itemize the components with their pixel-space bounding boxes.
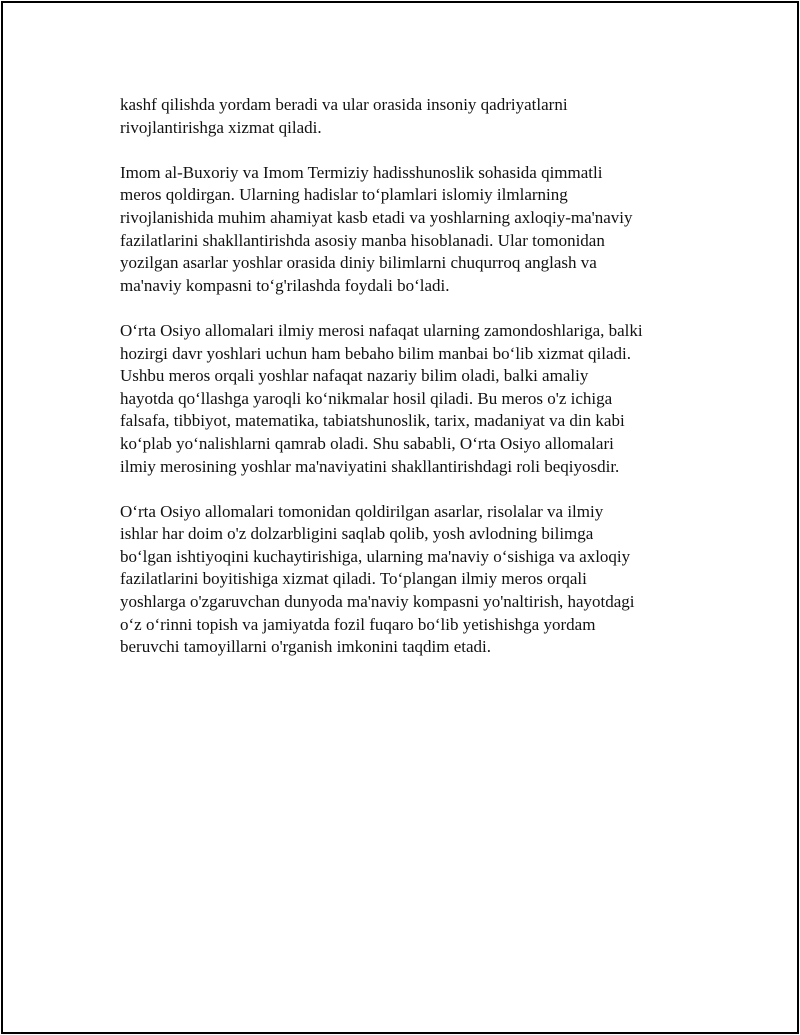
- text-line: beruvchi tamoyillarni o'rganish imkonini taqdim etadi.: [120, 637, 492, 657]
- text-line: Ushbu meros orqali yoshlar nafaqat nazariy bilim oladi, balki amaliy: [120, 366, 589, 386]
- text-line: kashf qilishda yordam beradi va ular orasida insoniy qadriyatlarni: [120, 95, 568, 114]
- text-line: ko‘plab yo‘nalishlarni qamrab oladi. Shu sababli, O‘rta Osiyo allomalari: [120, 433, 614, 453]
- text-line: fazilatlarini boyitishiga xizmat qiladi. To‘plangan ilmiy meros orqali: [120, 569, 587, 589]
- paragraph-2: [120, 162, 720, 298]
- text-line: ilmiy merosining yoshlar ma'naviyatini shakllantirishdagi roli beqiyosdir.: [120, 456, 620, 476]
- text-line: ma'naviy kompasni to‘g'rilashda foydali bo‘ladi.: [120, 275, 450, 295]
- paragraph-4: [120, 501, 720, 659]
- paragraph-1: [120, 94, 720, 139]
- text-line: hayotda qo‘llashga yaroqli ko‘nikmalar hosil qiladi. Bu meros o'z ichiga: [120, 388, 613, 408]
- text-line: rivojlanishida muhim ahamiyat kasb etadi va yoshlarning axloqiy-ma'naviy: [120, 207, 633, 227]
- text-line: fazilatlarini shakllantirishda asosiy manba hisoblanadi. Ular tomonidan: [120, 230, 605, 250]
- paragraph-3: [120, 320, 720, 478]
- text-line: O‘rta Osiyo allomalari ilmiy merosi nafaqat ularning zamondoshlariga, balki: [120, 320, 643, 340]
- document-body: [120, 94, 720, 681]
- text-line: meros qoldirgan. Ularning hadislar to‘plamlari islomiy ilmlarning: [120, 185, 568, 205]
- text-line: rivojlantirishga xizmat qiladi.: [120, 117, 322, 137]
- text-line: hozirgi davr yoshlari uchun ham bebaho bilim manbai bo‘lib xizmat qiladi.: [120, 343, 631, 363]
- text-line: o‘z o‘rinni topish va jamiyatda fozil fuqaro bo‘lib yetishishga yordam: [120, 614, 596, 634]
- text-line: yoshlarga o'zgaruvchan dunyoda ma'naviy kompasni yo'naltirish, hayotdagi: [120, 592, 635, 612]
- text-line: bo‘lgan ishtiyoqini kuchaytirishiga, ularning ma'naviy o‘sishiga va axloqiy: [120, 546, 631, 566]
- document-page: [1, 1, 799, 1034]
- text-line: O‘rta Osiyo allomalari tomonidan qoldirilgan asarlar, risolalar va ilmiy: [120, 501, 604, 521]
- text-line: Imom al-Buxoriy va Imom Termiziy hadisshunoslik sohasida qimmatli: [120, 162, 603, 182]
- text-line: ishlar har doim o'z dolzarbligini saqlab qolib, yosh avlodning bilimga: [120, 524, 594, 544]
- text-line: yozilgan asarlar yoshlar orasida diniy bilimlarni chuqurroq anglash va: [120, 253, 597, 273]
- text-line: falsafa, tibbiyot, matematika, tabiatshunoslik, tarix, madaniyat va din kabi: [120, 411, 625, 431]
